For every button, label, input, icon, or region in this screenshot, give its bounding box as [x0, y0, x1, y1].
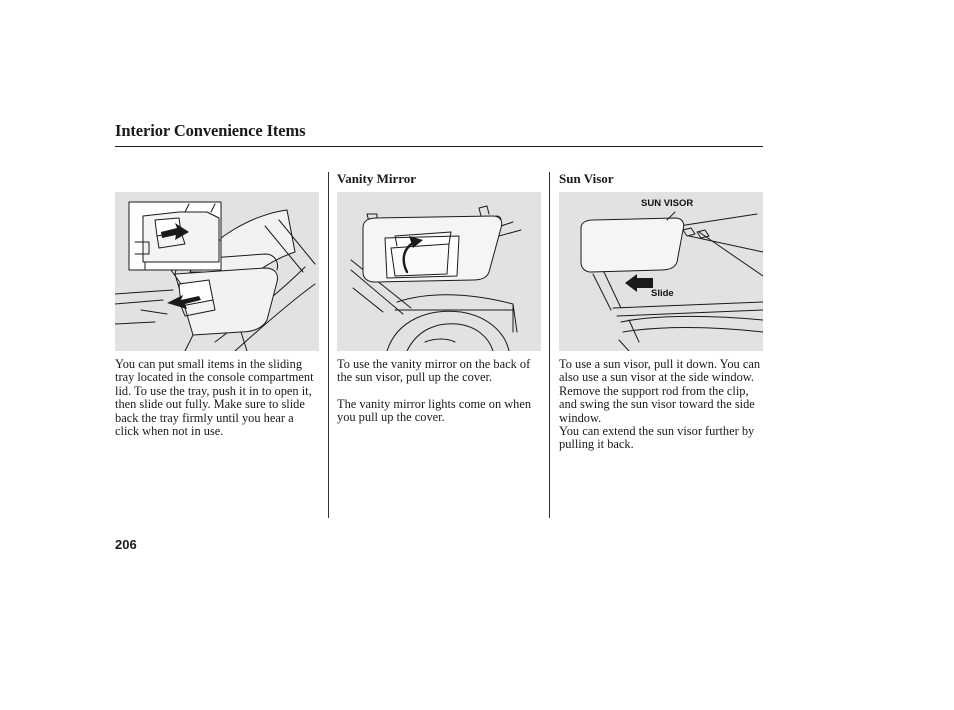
sun-visor-paragraph-2: You can extend the sun visor further by pulling it back.	[559, 424, 755, 452]
page-number: 206	[115, 537, 137, 552]
vanity-mirror-illustration	[337, 192, 541, 351]
console-tray-illustration	[115, 192, 319, 351]
vanity-mirror-paragraph-1: To use the vanity mirror on the back of the sun visor, pull up the cover.	[337, 357, 531, 385]
sun-visor-heading: Sun Visor	[559, 171, 614, 186]
vanity-mirror-paragraph-2: The vanity mirror lights come on when you pull up the cover.	[337, 397, 532, 425]
vanity-mirror-heading: Vanity Mirror	[337, 171, 417, 186]
sun-visor-label: SUN VISOR	[641, 198, 694, 209]
header-divider	[115, 146, 763, 147]
column-divider-right	[549, 172, 550, 518]
sun-visor-paragraph-1: To use a sun visor, pull it down. You can also use a sun visor at the side window. Remove the support rod from the clip, and swing the sun visor toward the side window.	[559, 357, 761, 425]
slide-label: Slide	[651, 288, 674, 299]
section-title: Interior Convenience Items	[115, 121, 306, 140]
sun-visor-illustration	[559, 192, 763, 351]
console-tray-paragraph: You can put small items in the sliding tray located in the console compartment lid. To use the tray, push it in to open it, then slide out fully. Make sure to slide back the tray firmly until you hear a click when not in use.	[115, 357, 314, 439]
column-divider-left	[328, 172, 329, 518]
